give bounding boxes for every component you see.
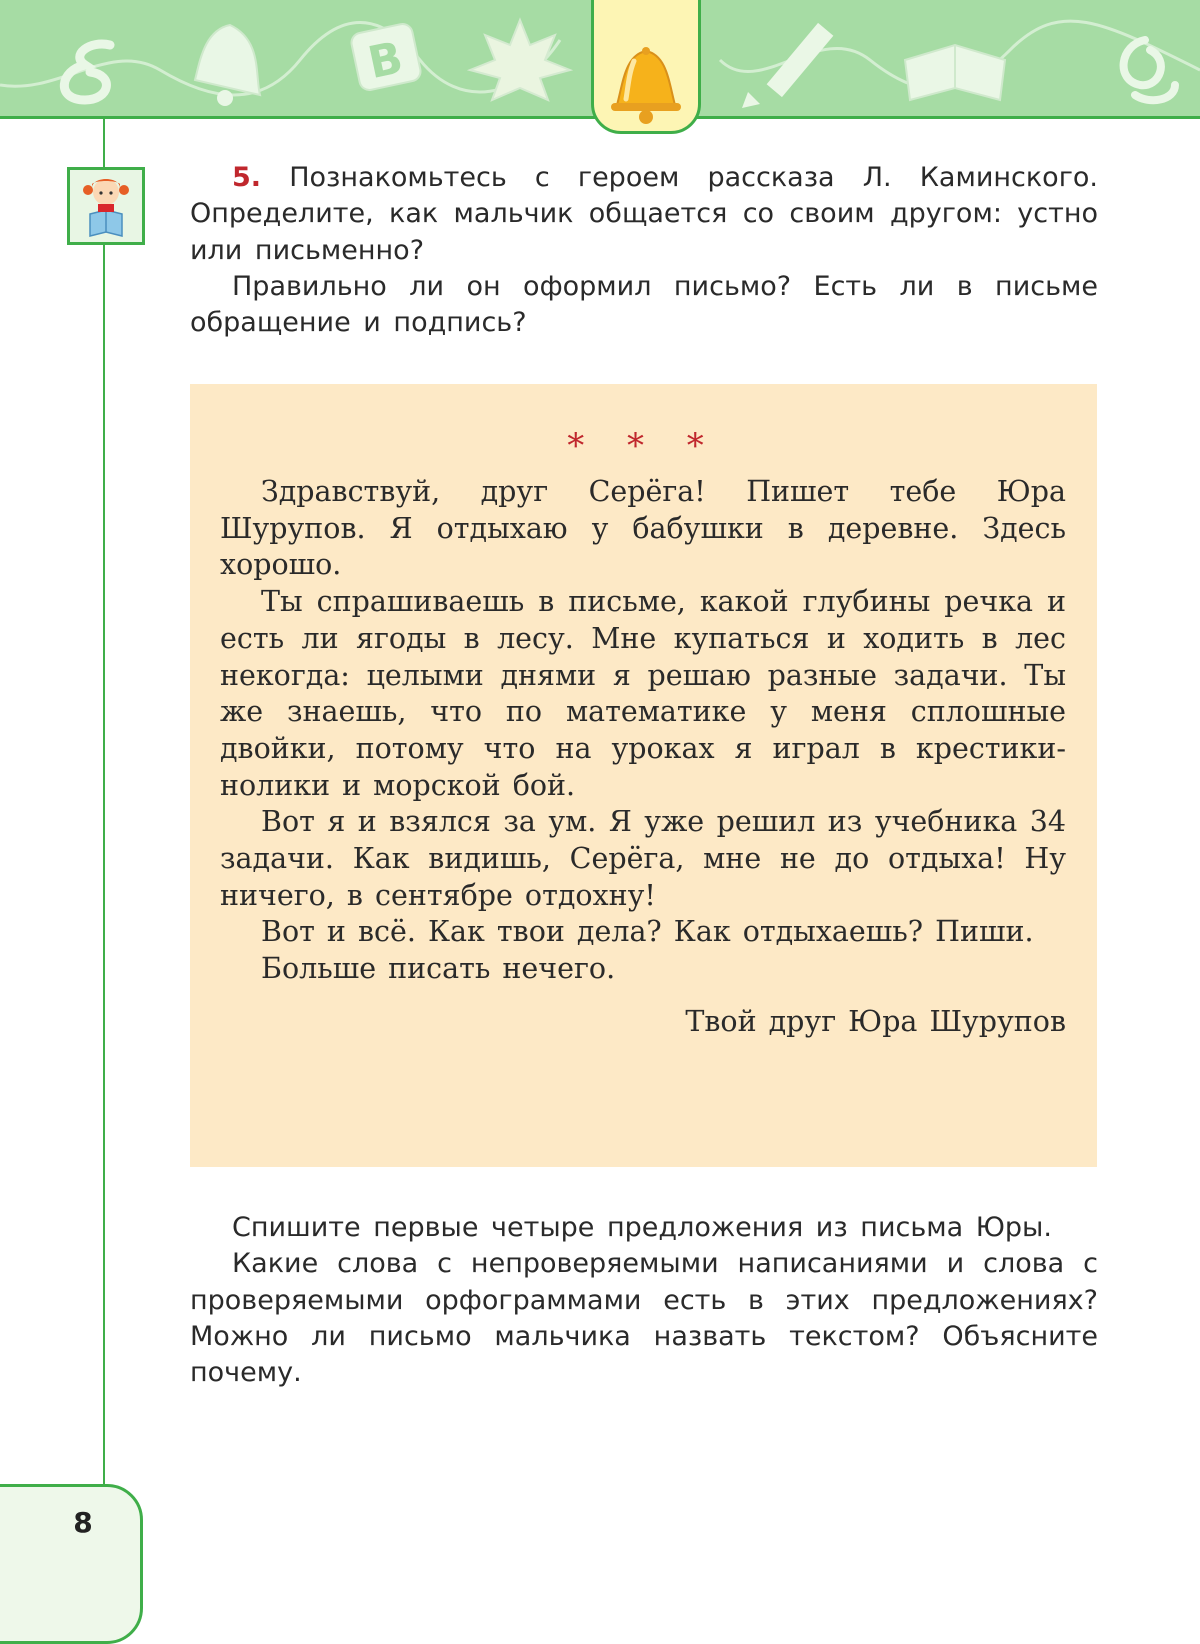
maple-leaf-icon: [470, 20, 570, 100]
letter-paragraph: Здравствуй, друг Серёга! Пишет тебе Юра Шурупов. Я отдыхаю у бабушки в деревне. Здесь хорошо.: [220, 475, 1066, 582]
assignment-paragraph-2: Какие слова с непроверяемыми написаниями и слова с проверяемыми орфограммами есть в этих предложениях? Можно ли письмо мальчика назвать текстом? Объясните почему.: [190, 1248, 1098, 1389]
girl-reading-book-icon: [70, 170, 142, 242]
letter-signature: Твой друг Юра Шурупов: [685, 1004, 1066, 1038]
stars-divider: * * *: [567, 426, 720, 466]
task-paragraph-2: Правильно ли он оформил письмо? Есть ли в письме обращение и подпись?: [190, 270, 1098, 339]
task-icon: [67, 167, 145, 245]
page-number: 8: [73, 1506, 93, 1539]
assignment-text: [190, 1210, 1098, 1391]
pencil-icon: [742, 23, 833, 108]
task-number: 5.: [232, 162, 262, 193]
open-book-icon: [905, 45, 1005, 100]
letter-b-cursive-icon: [64, 44, 110, 100]
assignment-paragraph-1: Спишите первые четыре предложения из письма Юры.: [232, 1212, 1052, 1243]
letter-box: [190, 384, 1097, 1167]
golden-bell-icon: [609, 47, 683, 127]
task-text: [190, 160, 1098, 341]
margin-line: [103, 116, 105, 1486]
letter-paragraph: Вот я и взялся за ум. Я уже решил из учебника 34 задачи. Как видишь, Серёга, мне не до отдыха! Ну ничего, в сентябре отдохну!: [220, 805, 1066, 912]
svg-text:В: В: [363, 32, 408, 90]
task-paragraph-1: 5. Познакомьтесь с героем рассказа Л. Каминского. Определите, как мальчик общается со своим другом: устно или письменно?: [190, 162, 1098, 266]
letter-text: [220, 474, 1066, 1041]
letter-d-cursive-icon: [1124, 40, 1175, 100]
letter-paragraph: Вот и всё. Как твои дела? Как отдыхаешь? Пиши.: [261, 915, 1034, 949]
bell-tab: [591, 0, 701, 134]
letter-paragraph: Ты спрашиваешь в письме, какой глубины речка и есть ли ягоды в лесу. Мне купаться и ходить в лес некогда: целыми днями я решаю разные задачи. Ты же знаешь, что по математике у меня сплошные двойки, потому что на уроках я играл в крестики-нолики и морской бой.: [220, 585, 1066, 802]
letter-paragraph: Больше писать нечего.: [261, 952, 616, 986]
letter-v-block-icon: [350, 22, 423, 92]
